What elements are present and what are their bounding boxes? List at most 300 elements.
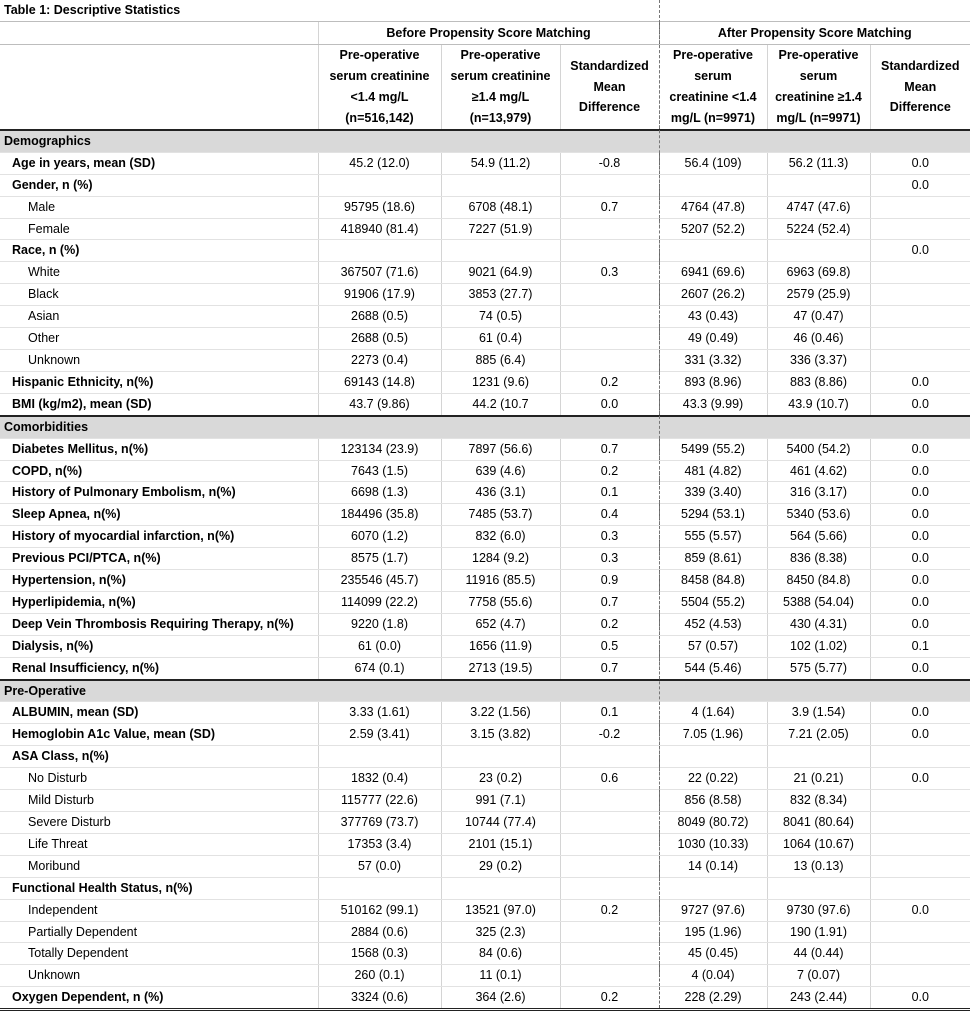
value-before-high: 325 (2.3) bbox=[441, 921, 560, 943]
value-after-smd: 0.1 bbox=[870, 635, 970, 657]
value-before-low: 674 (0.1) bbox=[318, 657, 441, 679]
row-label: Severe Disturb bbox=[0, 812, 318, 834]
value-after-smd: 0.0 bbox=[870, 240, 970, 262]
value-after-high: 4747 (47.6) bbox=[767, 196, 870, 218]
value-after-low: 331 (3.32) bbox=[659, 349, 767, 371]
value-after-smd: 0.0 bbox=[870, 657, 970, 679]
group-header-blank bbox=[0, 21, 318, 44]
value-after-high: 44 (0.44) bbox=[767, 943, 870, 965]
table-row bbox=[0, 570, 970, 592]
value-before-smd bbox=[560, 174, 659, 196]
value-after-low: 4 (1.64) bbox=[659, 702, 767, 724]
value-before-low: 114099 (22.2) bbox=[318, 591, 441, 613]
row-label: Hyperlipidemia, n(%) bbox=[0, 591, 318, 613]
value-before-high: 885 (6.4) bbox=[441, 349, 560, 371]
value-before-high: 7758 (55.6) bbox=[441, 591, 560, 613]
table-row bbox=[0, 833, 970, 855]
value-after-low: 14 (0.14) bbox=[659, 855, 767, 877]
value-before-smd bbox=[560, 833, 659, 855]
value-after-low: 45 (0.45) bbox=[659, 943, 767, 965]
value-after-high: 3.9 (1.54) bbox=[767, 702, 870, 724]
value-after-high: 102 (1.02) bbox=[767, 635, 870, 657]
value-after-low: 22 (0.22) bbox=[659, 768, 767, 790]
table-row bbox=[0, 284, 970, 306]
table-row bbox=[0, 877, 970, 899]
value-before-smd: 0.1 bbox=[560, 482, 659, 504]
value-before-smd bbox=[560, 746, 659, 768]
value-before-low: 184496 (35.8) bbox=[318, 504, 441, 526]
value-before-smd: 0.2 bbox=[560, 371, 659, 393]
value-after-smd: 0.0 bbox=[870, 371, 970, 393]
value-before-smd: 0.4 bbox=[560, 504, 659, 526]
value-before-high: 3.22 (1.56) bbox=[441, 702, 560, 724]
section-row bbox=[0, 416, 970, 438]
row-label: Male bbox=[0, 196, 318, 218]
value-before-low: 95795 (18.6) bbox=[318, 196, 441, 218]
value-before-high: 11 (0.1) bbox=[441, 965, 560, 987]
value-before-high: 54.9 (11.2) bbox=[441, 152, 560, 174]
value-after-smd bbox=[870, 284, 970, 306]
value-before-smd bbox=[560, 306, 659, 328]
value-before-high bbox=[441, 746, 560, 768]
value-after-high: 43.9 (10.7) bbox=[767, 393, 870, 415]
value-before-low bbox=[318, 174, 441, 196]
value-before-high: 1284 (9.2) bbox=[441, 548, 560, 570]
value-after-smd bbox=[870, 746, 970, 768]
value-before-smd: 0.7 bbox=[560, 438, 659, 460]
value-after-smd bbox=[870, 196, 970, 218]
row-label: Unknown bbox=[0, 965, 318, 987]
value-after-high: 56.2 (11.3) bbox=[767, 152, 870, 174]
value-before-high: 9021 (64.9) bbox=[441, 262, 560, 284]
value-after-smd: 0.0 bbox=[870, 724, 970, 746]
value-after-smd: 0.0 bbox=[870, 702, 970, 724]
value-after-high: 2579 (25.9) bbox=[767, 284, 870, 306]
value-before-smd bbox=[560, 218, 659, 240]
row-label: Oxygen Dependent, n (%) bbox=[0, 987, 318, 1010]
value-before-low: 123134 (23.9) bbox=[318, 438, 441, 460]
table-row bbox=[0, 196, 970, 218]
table-row bbox=[0, 328, 970, 350]
value-before-low: 43.7 (9.86) bbox=[318, 393, 441, 415]
value-after-high: 430 (4.31) bbox=[767, 613, 870, 635]
table-row bbox=[0, 240, 970, 262]
table-row bbox=[0, 262, 970, 284]
value-before-smd bbox=[560, 328, 659, 350]
table-row bbox=[0, 943, 970, 965]
value-before-low: 367507 (71.6) bbox=[318, 262, 441, 284]
value-after-smd bbox=[870, 812, 970, 834]
value-before-smd: 0.7 bbox=[560, 657, 659, 679]
value-after-low bbox=[659, 240, 767, 262]
value-after-low: 5499 (55.2) bbox=[659, 438, 767, 460]
value-after-low: 5207 (52.2) bbox=[659, 218, 767, 240]
value-after-smd bbox=[870, 262, 970, 284]
value-before-high bbox=[441, 877, 560, 899]
value-after-low: 6941 (69.6) bbox=[659, 262, 767, 284]
value-before-high: 61 (0.4) bbox=[441, 328, 560, 350]
value-after-smd: 0.0 bbox=[870, 987, 970, 1010]
value-after-low: 7.05 (1.96) bbox=[659, 724, 767, 746]
value-before-low: 91906 (17.9) bbox=[318, 284, 441, 306]
value-after-high: 47 (0.47) bbox=[767, 306, 870, 328]
row-label: Race, n (%) bbox=[0, 240, 318, 262]
value-after-smd bbox=[870, 218, 970, 240]
value-after-high: 883 (8.86) bbox=[767, 371, 870, 393]
value-before-high: 1656 (11.9) bbox=[441, 635, 560, 657]
value-after-low bbox=[659, 746, 767, 768]
table-row bbox=[0, 768, 970, 790]
value-after-low: 4 (0.04) bbox=[659, 965, 767, 987]
value-after-low: 49 (0.49) bbox=[659, 328, 767, 350]
row-label: History of myocardial infarction, n(%) bbox=[0, 526, 318, 548]
column-header-before-high: Pre-operative serum creatinine ≥1.4 mg/L (n=13,979) bbox=[441, 44, 560, 130]
value-before-low: 418940 (81.4) bbox=[318, 218, 441, 240]
table-row bbox=[0, 306, 970, 328]
value-before-high: 991 (7.1) bbox=[441, 790, 560, 812]
section-row bbox=[0, 680, 970, 702]
value-before-low: 2.59 (3.41) bbox=[318, 724, 441, 746]
value-before-low: 3324 (0.6) bbox=[318, 987, 441, 1010]
table-row bbox=[0, 635, 970, 657]
value-before-smd bbox=[560, 812, 659, 834]
table-body bbox=[0, 130, 970, 1010]
column-header-before-low: Pre-operative serum creatinine <1.4 mg/L (n=516,142) bbox=[318, 44, 441, 130]
table-row bbox=[0, 613, 970, 635]
row-label: BMI (kg/m2), mean (SD) bbox=[0, 393, 318, 415]
value-before-high: 11916 (85.5) bbox=[441, 570, 560, 592]
group-header-row bbox=[0, 21, 970, 44]
value-before-smd: 0.3 bbox=[560, 262, 659, 284]
value-after-high: 5388 (54.04) bbox=[767, 591, 870, 613]
value-after-high bbox=[767, 240, 870, 262]
column-header-after-smd: Standardized Mean Difference bbox=[870, 44, 970, 130]
value-before-high: 23 (0.2) bbox=[441, 768, 560, 790]
row-label: No Disturb bbox=[0, 768, 318, 790]
value-before-smd: 0.2 bbox=[560, 613, 659, 635]
value-after-low: 452 (4.53) bbox=[659, 613, 767, 635]
value-before-low bbox=[318, 746, 441, 768]
row-label: Dialysis, n(%) bbox=[0, 635, 318, 657]
value-before-smd: 0.7 bbox=[560, 591, 659, 613]
row-label: Hemoglobin A1c Value, mean (SD) bbox=[0, 724, 318, 746]
value-before-low: 7643 (1.5) bbox=[318, 460, 441, 482]
value-before-low: 61 (0.0) bbox=[318, 635, 441, 657]
row-label: Previous PCI/PTCA, n(%) bbox=[0, 548, 318, 570]
value-before-high: 7485 (53.7) bbox=[441, 504, 560, 526]
table-title: Table 1: Descriptive Statistics bbox=[0, 0, 970, 21]
value-after-low: 8049 (80.72) bbox=[659, 812, 767, 834]
value-before-high: 652 (4.7) bbox=[441, 613, 560, 635]
value-after-high: 8450 (84.8) bbox=[767, 570, 870, 592]
value-before-high: 639 (4.6) bbox=[441, 460, 560, 482]
value-after-low: 339 (3.40) bbox=[659, 482, 767, 504]
value-before-high: 2713 (19.5) bbox=[441, 657, 560, 679]
value-after-low: 56.4 (109) bbox=[659, 152, 767, 174]
value-before-low: 57 (0.0) bbox=[318, 855, 441, 877]
section-label: Pre-Operative bbox=[0, 680, 970, 702]
table-row bbox=[0, 438, 970, 460]
value-after-smd: 0.0 bbox=[870, 438, 970, 460]
value-before-high: 10744 (77.4) bbox=[441, 812, 560, 834]
value-before-smd bbox=[560, 965, 659, 987]
value-before-smd bbox=[560, 349, 659, 371]
value-before-smd: 0.2 bbox=[560, 460, 659, 482]
value-before-smd: 0.3 bbox=[560, 526, 659, 548]
value-after-high: 1064 (10.67) bbox=[767, 833, 870, 855]
section-row bbox=[0, 130, 970, 152]
value-after-low: 2607 (26.2) bbox=[659, 284, 767, 306]
value-after-low: 195 (1.96) bbox=[659, 921, 767, 943]
value-after-smd: 0.0 bbox=[870, 570, 970, 592]
value-before-low: 45.2 (12.0) bbox=[318, 152, 441, 174]
row-label: Female bbox=[0, 218, 318, 240]
value-after-smd: 0.0 bbox=[870, 174, 970, 196]
row-label: Independent bbox=[0, 899, 318, 921]
row-label: Partially Dependent bbox=[0, 921, 318, 943]
table-row bbox=[0, 174, 970, 196]
value-after-smd: 0.0 bbox=[870, 768, 970, 790]
column-header-blank bbox=[0, 44, 318, 130]
row-label: Functional Health Status, n(%) bbox=[0, 877, 318, 899]
column-header-after-low: Pre-operative serum creatinine <1.4 mg/L (n=9971) bbox=[659, 44, 767, 130]
value-before-low: 1568 (0.3) bbox=[318, 943, 441, 965]
value-before-high: 74 (0.5) bbox=[441, 306, 560, 328]
value-after-smd: 0.0 bbox=[870, 548, 970, 570]
value-after-smd bbox=[870, 965, 970, 987]
value-after-high: 21 (0.21) bbox=[767, 768, 870, 790]
title-row bbox=[0, 0, 970, 21]
row-label: Black bbox=[0, 284, 318, 306]
value-after-low: 893 (8.96) bbox=[659, 371, 767, 393]
value-before-smd: 0.5 bbox=[560, 635, 659, 657]
value-after-smd: 0.0 bbox=[870, 460, 970, 482]
value-before-smd: 0.0 bbox=[560, 393, 659, 415]
value-after-high: 8041 (80.64) bbox=[767, 812, 870, 834]
value-before-low: 69143 (14.8) bbox=[318, 371, 441, 393]
value-before-smd: 0.6 bbox=[560, 768, 659, 790]
value-after-high bbox=[767, 877, 870, 899]
column-header-after-high: Pre-operative serum creatinine ≥1.4 mg/L (n=9971) bbox=[767, 44, 870, 130]
value-after-high: 336 (3.37) bbox=[767, 349, 870, 371]
value-before-high: 7897 (56.6) bbox=[441, 438, 560, 460]
value-after-low: 228 (2.29) bbox=[659, 987, 767, 1010]
value-after-low: 5504 (55.2) bbox=[659, 591, 767, 613]
value-after-smd: 0.0 bbox=[870, 152, 970, 174]
row-label: Totally Dependent bbox=[0, 943, 318, 965]
value-before-smd bbox=[560, 240, 659, 262]
value-before-low: 235546 (45.7) bbox=[318, 570, 441, 592]
value-before-high: 364 (2.6) bbox=[441, 987, 560, 1010]
value-after-high: 564 (5.66) bbox=[767, 526, 870, 548]
value-after-smd: 0.0 bbox=[870, 526, 970, 548]
row-label: Sleep Apnea, n(%) bbox=[0, 504, 318, 526]
value-before-high: 44.2 (10.7 bbox=[441, 393, 560, 415]
row-label: Other bbox=[0, 328, 318, 350]
value-after-smd bbox=[870, 943, 970, 965]
row-label: Renal Insufficiency, n(%) bbox=[0, 657, 318, 679]
table-row bbox=[0, 548, 970, 570]
row-label: ASA Class, n(%) bbox=[0, 746, 318, 768]
value-before-smd: 0.3 bbox=[560, 548, 659, 570]
value-before-high bbox=[441, 240, 560, 262]
value-after-high: 5224 (52.4) bbox=[767, 218, 870, 240]
row-label: Hypertension, n(%) bbox=[0, 570, 318, 592]
value-before-low: 2688 (0.5) bbox=[318, 328, 441, 350]
value-before-high: 832 (6.0) bbox=[441, 526, 560, 548]
value-before-smd bbox=[560, 284, 659, 306]
value-after-smd bbox=[870, 855, 970, 877]
value-after-high: 5400 (54.2) bbox=[767, 438, 870, 460]
row-label: ALBUMIN, mean (SD) bbox=[0, 702, 318, 724]
table-row bbox=[0, 371, 970, 393]
row-label: Age in years, mean (SD) bbox=[0, 152, 318, 174]
value-after-high: 190 (1.91) bbox=[767, 921, 870, 943]
column-header-row bbox=[0, 44, 970, 130]
table-row bbox=[0, 724, 970, 746]
value-after-smd: 0.0 bbox=[870, 613, 970, 635]
value-after-smd bbox=[870, 328, 970, 350]
value-before-low: 9220 (1.8) bbox=[318, 613, 441, 635]
value-before-high: 1231 (9.6) bbox=[441, 371, 560, 393]
value-after-low: 544 (5.46) bbox=[659, 657, 767, 679]
table-row bbox=[0, 218, 970, 240]
group-header-before: Before Propensity Score Matching bbox=[318, 21, 659, 44]
row-label: Hispanic Ethnicity, n(%) bbox=[0, 371, 318, 393]
value-after-high bbox=[767, 746, 870, 768]
value-before-high: 7227 (51.9) bbox=[441, 218, 560, 240]
value-after-low: 859 (8.61) bbox=[659, 548, 767, 570]
value-after-low: 555 (5.57) bbox=[659, 526, 767, 548]
value-after-high: 13 (0.13) bbox=[767, 855, 870, 877]
table-row bbox=[0, 152, 970, 174]
value-before-high: 84 (0.6) bbox=[441, 943, 560, 965]
value-after-smd bbox=[870, 349, 970, 371]
value-after-smd: 0.0 bbox=[870, 482, 970, 504]
table-row bbox=[0, 349, 970, 371]
value-after-low: 43 (0.43) bbox=[659, 306, 767, 328]
value-before-low: 377769 (73.7) bbox=[318, 812, 441, 834]
value-after-smd bbox=[870, 306, 970, 328]
table-row bbox=[0, 746, 970, 768]
value-after-high bbox=[767, 174, 870, 196]
table-row bbox=[0, 393, 970, 415]
row-label: COPD, n(%) bbox=[0, 460, 318, 482]
value-before-low: 2688 (0.5) bbox=[318, 306, 441, 328]
value-after-low: 1030 (10.33) bbox=[659, 833, 767, 855]
value-before-high: 13521 (97.0) bbox=[441, 899, 560, 921]
value-before-low: 8575 (1.7) bbox=[318, 548, 441, 570]
value-after-low: 57 (0.57) bbox=[659, 635, 767, 657]
row-label: White bbox=[0, 262, 318, 284]
value-after-low bbox=[659, 174, 767, 196]
table-row bbox=[0, 591, 970, 613]
value-before-low: 510162 (99.1) bbox=[318, 899, 441, 921]
value-before-high: 29 (0.2) bbox=[441, 855, 560, 877]
value-after-low: 43.3 (9.99) bbox=[659, 393, 767, 415]
value-after-low: 481 (4.82) bbox=[659, 460, 767, 482]
table-row bbox=[0, 855, 970, 877]
row-label: Mild Disturb bbox=[0, 790, 318, 812]
value-before-high bbox=[441, 174, 560, 196]
value-before-smd: -0.2 bbox=[560, 724, 659, 746]
value-after-high: 6963 (69.8) bbox=[767, 262, 870, 284]
row-label: Moribund bbox=[0, 855, 318, 877]
value-after-high: 46 (0.46) bbox=[767, 328, 870, 350]
value-before-high: 6708 (48.1) bbox=[441, 196, 560, 218]
value-before-smd: -0.8 bbox=[560, 152, 659, 174]
value-after-high: 5340 (53.6) bbox=[767, 504, 870, 526]
value-before-low: 6070 (1.2) bbox=[318, 526, 441, 548]
table-row bbox=[0, 657, 970, 679]
value-after-smd bbox=[870, 790, 970, 812]
value-before-low bbox=[318, 877, 441, 899]
section-label: Demographics bbox=[0, 130, 970, 152]
value-after-low bbox=[659, 877, 767, 899]
value-after-smd: 0.0 bbox=[870, 899, 970, 921]
value-before-smd: 0.9 bbox=[560, 570, 659, 592]
table-row bbox=[0, 965, 970, 987]
value-before-low: 3.33 (1.61) bbox=[318, 702, 441, 724]
table-row bbox=[0, 702, 970, 724]
section-label: Comorbidities bbox=[0, 416, 970, 438]
value-before-low: 1832 (0.4) bbox=[318, 768, 441, 790]
value-before-high: 2101 (15.1) bbox=[441, 833, 560, 855]
value-after-smd: 0.0 bbox=[870, 504, 970, 526]
value-after-smd bbox=[870, 877, 970, 899]
row-label: Gender, n (%) bbox=[0, 174, 318, 196]
row-label: Diabetes Mellitus, n(%) bbox=[0, 438, 318, 460]
value-before-low: 17353 (3.4) bbox=[318, 833, 441, 855]
value-after-smd bbox=[870, 833, 970, 855]
value-after-high: 836 (8.38) bbox=[767, 548, 870, 570]
value-after-high: 832 (8.34) bbox=[767, 790, 870, 812]
value-before-smd: 0.2 bbox=[560, 987, 659, 1010]
value-after-high: 575 (5.77) bbox=[767, 657, 870, 679]
value-after-high: 7.21 (2.05) bbox=[767, 724, 870, 746]
table-row bbox=[0, 526, 970, 548]
table-row bbox=[0, 790, 970, 812]
table-row bbox=[0, 482, 970, 504]
value-after-smd: 0.0 bbox=[870, 591, 970, 613]
value-before-smd: 0.2 bbox=[560, 899, 659, 921]
table-row bbox=[0, 921, 970, 943]
table-row bbox=[0, 504, 970, 526]
value-after-smd bbox=[870, 921, 970, 943]
column-header-before-smd: Standardized Mean Difference bbox=[560, 44, 659, 130]
row-label: Life Threat bbox=[0, 833, 318, 855]
row-label: Unknown bbox=[0, 349, 318, 371]
value-after-smd: 0.0 bbox=[870, 393, 970, 415]
table-row bbox=[0, 460, 970, 482]
value-before-smd: 0.7 bbox=[560, 196, 659, 218]
value-before-low: 260 (0.1) bbox=[318, 965, 441, 987]
value-before-low: 2273 (0.4) bbox=[318, 349, 441, 371]
value-after-high: 243 (2.44) bbox=[767, 987, 870, 1010]
value-after-high: 316 (3.17) bbox=[767, 482, 870, 504]
value-before-low: 6698 (1.3) bbox=[318, 482, 441, 504]
value-after-low: 9727 (97.6) bbox=[659, 899, 767, 921]
group-header-after: After Propensity Score Matching bbox=[659, 21, 970, 44]
row-label: Asian bbox=[0, 306, 318, 328]
value-after-high: 7 (0.07) bbox=[767, 965, 870, 987]
value-before-smd bbox=[560, 943, 659, 965]
value-before-smd bbox=[560, 855, 659, 877]
table-row bbox=[0, 899, 970, 921]
value-before-high: 436 (3.1) bbox=[441, 482, 560, 504]
table-row bbox=[0, 812, 970, 834]
value-before-high: 3.15 (3.82) bbox=[441, 724, 560, 746]
